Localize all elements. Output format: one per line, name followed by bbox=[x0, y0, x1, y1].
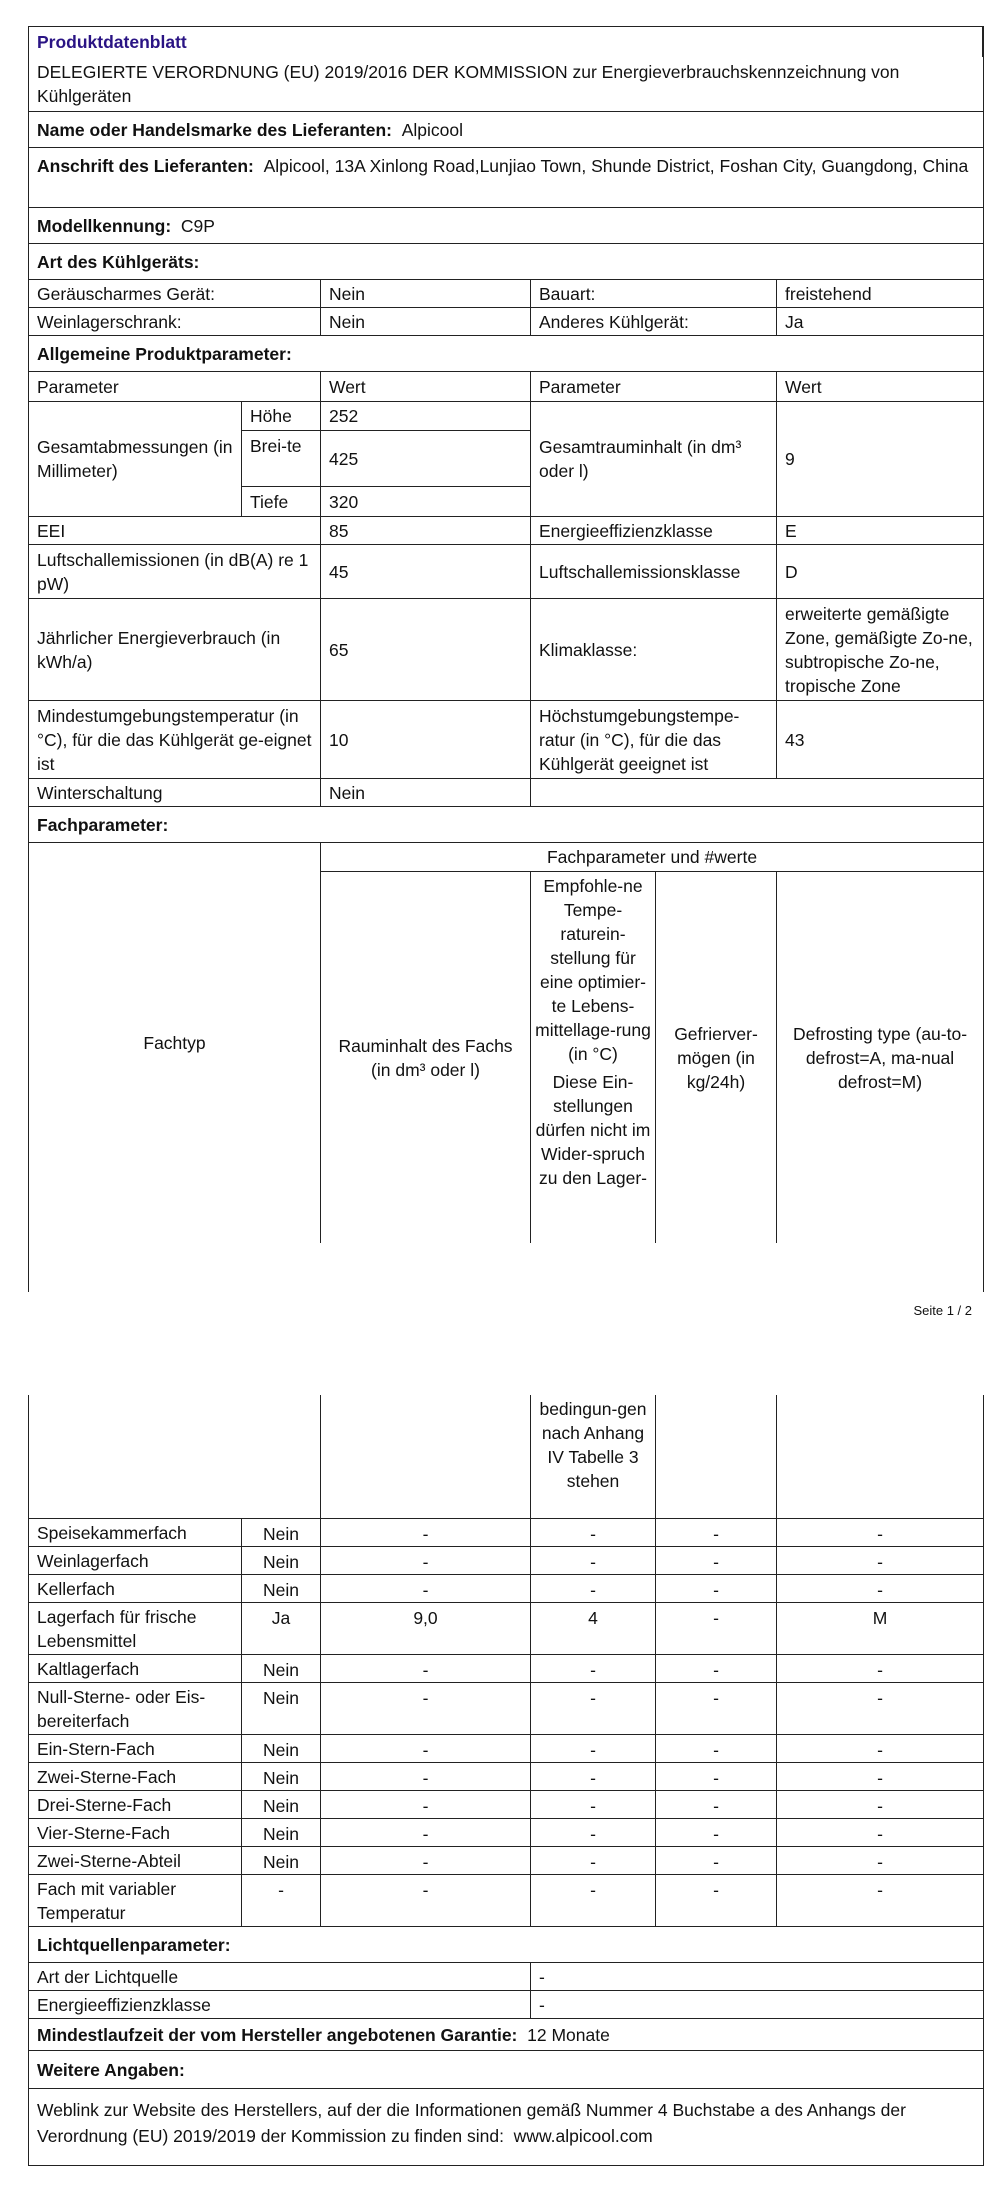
compartment-name: Speisekammerfach bbox=[29, 1519, 242, 1546]
energy-class-label: Energieeffizienzklasse bbox=[531, 517, 777, 544]
compartment-name: Kaltlagerfach bbox=[29, 1655, 242, 1682]
light-class-label: Energieeffizienzklasse bbox=[29, 1991, 531, 2018]
compartment-temp: - bbox=[531, 1683, 656, 1734]
compartment-present: Ja bbox=[242, 1603, 321, 1654]
compartment-defrost: - bbox=[877, 1688, 883, 1708]
compartment-row bbox=[29, 1683, 983, 1735]
max-ambient-temp-value: 43 bbox=[785, 729, 805, 750]
model-label: Modellkennung: bbox=[37, 215, 172, 236]
datasheet-page-2 bbox=[28, 1395, 984, 2166]
col-recommended-temp-part-b: Diese Ein-stellungen dürfen nicht im Wider-spruch zu den Lager- bbox=[535, 1072, 651, 1188]
compartment-temp: - bbox=[531, 1763, 656, 1790]
compartment-present: Nein bbox=[242, 1763, 321, 1790]
energy-consumption-value: 65 bbox=[321, 599, 531, 700]
eei-label: EEI bbox=[29, 517, 321, 544]
col-parameter-right: Parameter bbox=[531, 372, 777, 401]
light-class-row bbox=[29, 1991, 983, 2019]
noise-class-value: D bbox=[785, 561, 798, 582]
general-heading: Allgemeine Produktparameter: bbox=[37, 343, 292, 364]
compartment-name: Drei-Sterne-Fach bbox=[29, 1791, 242, 1818]
low-noise-label: Geräuscharmes Gerät: bbox=[29, 280, 321, 307]
further-info-row bbox=[29, 2089, 983, 2157]
dimensions-row bbox=[29, 402, 983, 517]
compartment-temp: - bbox=[531, 1791, 656, 1818]
compartment-row bbox=[29, 1875, 983, 1927]
compartment-name: Weinlagerfach bbox=[29, 1547, 242, 1574]
col-compartment-type: Fachtyp bbox=[29, 843, 321, 1243]
dimensions-subtable bbox=[242, 402, 531, 516]
compartment-freezing: - bbox=[656, 1735, 777, 1762]
further-info-text: Weblink zur Website des Herstellers, auf der die Informationen gemäß Nummer 4 Buchstabe a des Anhangs der Verordnung (EU) 2019/2019 der Kommission zu finden sind: bbox=[37, 2100, 906, 2146]
col-defrost-type: Defrosting type (au-to-defrost=A, ma-nual defrost=M) bbox=[792, 1023, 968, 1092]
compartment-row bbox=[29, 1547, 983, 1575]
winter-value: Nein bbox=[321, 779, 531, 806]
compartment-row bbox=[29, 1819, 983, 1847]
min-ambient-temp-label: Mindestumgebungstemperatur (in °C), für die das Kühlgerät ge-eignet ist bbox=[29, 701, 321, 778]
design-label: Bauart: bbox=[531, 280, 777, 307]
supplier-name-label: Name oder Handelsmarke des Lieferanten: bbox=[37, 119, 392, 140]
energy-class-value: E bbox=[785, 520, 797, 541]
col-recommended-temp-part-a: Empfohle-ne Tempe-raturein-stellung für eine optimier-te Lebens-mittellage-rung (in °C) bbox=[535, 876, 651, 1064]
warranty-value: 12 Monate bbox=[527, 2024, 610, 2045]
compartment-present: Nein bbox=[242, 1575, 321, 1602]
title-block bbox=[29, 27, 983, 112]
width-value: 425 bbox=[329, 448, 359, 469]
compartment-defrost: - bbox=[877, 1852, 883, 1872]
compartment-defrost: - bbox=[877, 1796, 883, 1816]
compartments-heading-row bbox=[29, 807, 983, 843]
page-title: Produktdatenblatt bbox=[29, 27, 983, 57]
compartment-present: Nein bbox=[242, 1791, 321, 1818]
supplier-address-row bbox=[29, 148, 983, 208]
compartment-freezing: - bbox=[656, 1819, 777, 1846]
compartment-header-continued bbox=[29, 1395, 983, 1519]
volume-value: 9 bbox=[785, 449, 795, 469]
compartment-temp: - bbox=[531, 1575, 656, 1602]
compartment-defrost: - bbox=[877, 1824, 883, 1844]
supplier-address-label: Anschrift des Lieferanten: bbox=[37, 156, 254, 176]
compartments-heading: Fachparameter: bbox=[37, 814, 169, 835]
col-recommended-temp bbox=[531, 872, 656, 1243]
wine-cabinet-value: Nein bbox=[321, 308, 531, 335]
model-row bbox=[29, 208, 983, 244]
supplier-address-value: Alpicool, 13A Xinlong Road,Lunjiao Town, Shunde District, Foshan City, Guangdong, China bbox=[263, 156, 969, 176]
noise-row bbox=[29, 545, 983, 599]
general-column-headers bbox=[29, 372, 983, 402]
eei-value: 85 bbox=[321, 517, 531, 544]
compartment-present: Nein bbox=[242, 1819, 321, 1846]
energy-consumption-label: Jährlicher Energieverbrauch (in kWh/a) bbox=[29, 599, 321, 700]
compartment-defrost: M bbox=[872, 1608, 888, 1628]
supplier-name-value: Alpicool bbox=[401, 119, 464, 140]
light-type-label: Art der Lichtquelle bbox=[29, 1963, 531, 1990]
supplier-name-row bbox=[29, 112, 983, 148]
height-label: Höhe bbox=[242, 402, 321, 430]
compartment-defrost: - bbox=[877, 1580, 883, 1600]
compartment-name: Zwei-Sterne-Fach bbox=[29, 1763, 242, 1790]
max-ambient-temp-label: Höchstumgebungstempe-ratur (in °C), für die das Kühlgerät geeignet ist bbox=[531, 701, 777, 778]
volume-label: Gesamtrauminhalt (in dm³ oder l) bbox=[531, 402, 777, 516]
noise-label: Luftschallemissionen (in dB(A) re 1 pW) bbox=[29, 545, 321, 598]
wine-cabinet-label: Weinlagerschrank: bbox=[29, 308, 321, 335]
further-heading-row bbox=[29, 2051, 983, 2089]
compartment-row bbox=[29, 1847, 983, 1875]
light-type-value: - bbox=[539, 1966, 545, 1987]
compartment-defrost: - bbox=[877, 1880, 883, 1900]
compartment-present: Nein bbox=[242, 1547, 321, 1574]
compartment-freezing: - bbox=[656, 1791, 777, 1818]
noise-class-label: Luftschallemissionsklasse bbox=[531, 545, 777, 598]
light-heading: Lichtquellenparameter: bbox=[37, 1934, 231, 1955]
other-appliance-label: Anderes Kühlgerät: bbox=[531, 308, 777, 335]
height-value: 252 bbox=[329, 406, 359, 426]
depth-value: 320 bbox=[329, 491, 359, 512]
compartment-name: Vier-Sterne-Fach bbox=[29, 1819, 242, 1846]
climate-class-value: erweiterte gemäßigte Zone, gemäßigte Zo-ne, subtropische Zo-ne, tropische Zone bbox=[785, 604, 973, 696]
compartment-temp: - bbox=[531, 1735, 656, 1762]
compartment-group-header: Fachparameter und #werte bbox=[321, 843, 983, 872]
model-value: C9P bbox=[180, 215, 215, 236]
compartment-row bbox=[29, 1763, 983, 1791]
compartment-temp: - bbox=[531, 1819, 656, 1846]
compartment-temp: - bbox=[531, 1847, 656, 1874]
compartment-volume: - bbox=[321, 1683, 531, 1734]
compartment-freezing: - bbox=[656, 1763, 777, 1790]
light-heading-row bbox=[29, 1927, 983, 1963]
compartment-name: Null-Sterne- oder Eis-bereiterfach bbox=[29, 1683, 242, 1734]
regulation-text: DELEGIERTE VERORDNUNG (EU) 2019/2016 DER KOMMISSION zur Energieverbrauchskennzeichnung von Kühlgeräten bbox=[37, 62, 900, 106]
col-parameter-left: Parameter bbox=[29, 372, 321, 401]
compartment-name: Fach mit variabler Temperatur bbox=[29, 1875, 242, 1926]
compartment-volume: - bbox=[321, 1791, 531, 1818]
col-freezing-capacity: Gefrierver-mögen (in kg/24h) bbox=[656, 872, 777, 1243]
compartment-present: Nein bbox=[242, 1735, 321, 1762]
compartment-freezing: - bbox=[656, 1683, 777, 1734]
winter-row bbox=[29, 779, 983, 807]
compartment-freezing: - bbox=[656, 1519, 777, 1546]
general-heading-row bbox=[29, 336, 983, 372]
compartment-row bbox=[29, 1519, 983, 1547]
compartment-present: Nein bbox=[242, 1519, 321, 1546]
ambient-temp-row bbox=[29, 701, 983, 779]
light-type-row bbox=[29, 1963, 983, 1991]
compartment-name: Kellerfach bbox=[29, 1575, 242, 1602]
col-recommended-temp-part-c: bedingun-gen nach Anhang IV Tabelle 3 stehen bbox=[531, 1395, 656, 1518]
min-ambient-temp-value: 10 bbox=[321, 701, 531, 778]
device-type-heading: Art des Kühlgeräts: bbox=[37, 251, 200, 272]
col-value-left: Wert bbox=[321, 372, 531, 401]
compartment-name: Zwei-Sterne-Abteil bbox=[29, 1847, 242, 1874]
device-type-heading-row bbox=[29, 244, 983, 280]
compartment-volume: - bbox=[321, 1763, 531, 1790]
other-appliance-value: Ja bbox=[785, 311, 804, 332]
further-heading: Weitere Angaben: bbox=[37, 2059, 185, 2080]
light-class-value: - bbox=[539, 1994, 545, 2015]
compartment-row bbox=[29, 1603, 983, 1655]
compartment-freezing: - bbox=[656, 1547, 777, 1574]
compartment-freezing: - bbox=[656, 1875, 777, 1926]
design-value: freistehend bbox=[785, 283, 872, 304]
depth-label: Tiefe bbox=[242, 487, 321, 516]
compartment-freezing: - bbox=[656, 1603, 777, 1654]
compartment-row bbox=[29, 1791, 983, 1819]
compartment-temp: - bbox=[531, 1875, 656, 1926]
datasheet-page-1 bbox=[28, 26, 984, 1292]
compartment-volume: - bbox=[321, 1875, 531, 1926]
compartment-present: - bbox=[242, 1875, 321, 1926]
compartment-volume: 9,0 bbox=[321, 1603, 531, 1654]
compartment-temp: 4 bbox=[531, 1603, 656, 1654]
compartment-volume: - bbox=[321, 1519, 531, 1546]
compartment-temp: - bbox=[531, 1519, 656, 1546]
energy-consumption-row bbox=[29, 599, 983, 701]
compartment-row bbox=[29, 1655, 983, 1683]
winter-label: Winterschaltung bbox=[29, 779, 321, 806]
compartment-freezing: - bbox=[656, 1655, 777, 1682]
compartment-volume: - bbox=[321, 1575, 531, 1602]
warranty-label: Mindestlaufzeit der vom Hersteller angebotenen Garantie: bbox=[37, 2024, 518, 2045]
compartment-volume: - bbox=[321, 1819, 531, 1846]
compartment-defrost: - bbox=[877, 1660, 883, 1680]
col-compartment-volume: Rauminhalt des Fachs (in dm³ oder l) bbox=[321, 872, 531, 1243]
compartment-name: Ein-Stern-Fach bbox=[29, 1735, 242, 1762]
compartment-present: Nein bbox=[242, 1683, 321, 1734]
low-noise-value: Nein bbox=[321, 280, 531, 307]
manufacturer-website-link[interactable]: www.alpicool.com bbox=[513, 2126, 653, 2146]
climate-class-label: Klimaklasse: bbox=[531, 599, 777, 700]
compartment-volume: - bbox=[321, 1735, 531, 1762]
compartment-header-block bbox=[29, 843, 983, 1243]
compartment-name: Lagerfach für frische Lebensmittel bbox=[29, 1603, 242, 1654]
compartment-present: Nein bbox=[242, 1655, 321, 1682]
compartment-present: Nein bbox=[242, 1847, 321, 1874]
compartment-defrost: - bbox=[877, 1740, 883, 1760]
compartment-temp: - bbox=[531, 1547, 656, 1574]
compartment-freezing: - bbox=[656, 1575, 777, 1602]
compartment-rows bbox=[29, 1519, 983, 1927]
col-value-right: Wert bbox=[785, 376, 822, 397]
compartment-row bbox=[29, 1575, 983, 1603]
eei-row bbox=[29, 517, 983, 545]
compartment-volume: - bbox=[321, 1547, 531, 1574]
device-type-row-2 bbox=[29, 308, 983, 336]
warranty-row bbox=[29, 2019, 983, 2051]
compartment-volume: - bbox=[321, 1847, 531, 1874]
compartment-temp: - bbox=[531, 1655, 656, 1682]
compartment-volume: - bbox=[321, 1655, 531, 1682]
compartment-row bbox=[29, 1735, 983, 1763]
dimensions-label: Gesamtabmessungen (in Millimeter) bbox=[29, 402, 242, 516]
compartment-defrost: - bbox=[877, 1524, 883, 1544]
compartment-defrost: - bbox=[877, 1768, 883, 1788]
width-label: Brei-te bbox=[242, 431, 321, 486]
device-type-row-1 bbox=[29, 280, 983, 308]
compartment-freezing: - bbox=[656, 1847, 777, 1874]
page-number: Seite 1 / 2 bbox=[913, 1303, 972, 1318]
compartment-defrost: - bbox=[877, 1552, 883, 1572]
noise-value: 45 bbox=[321, 545, 531, 598]
